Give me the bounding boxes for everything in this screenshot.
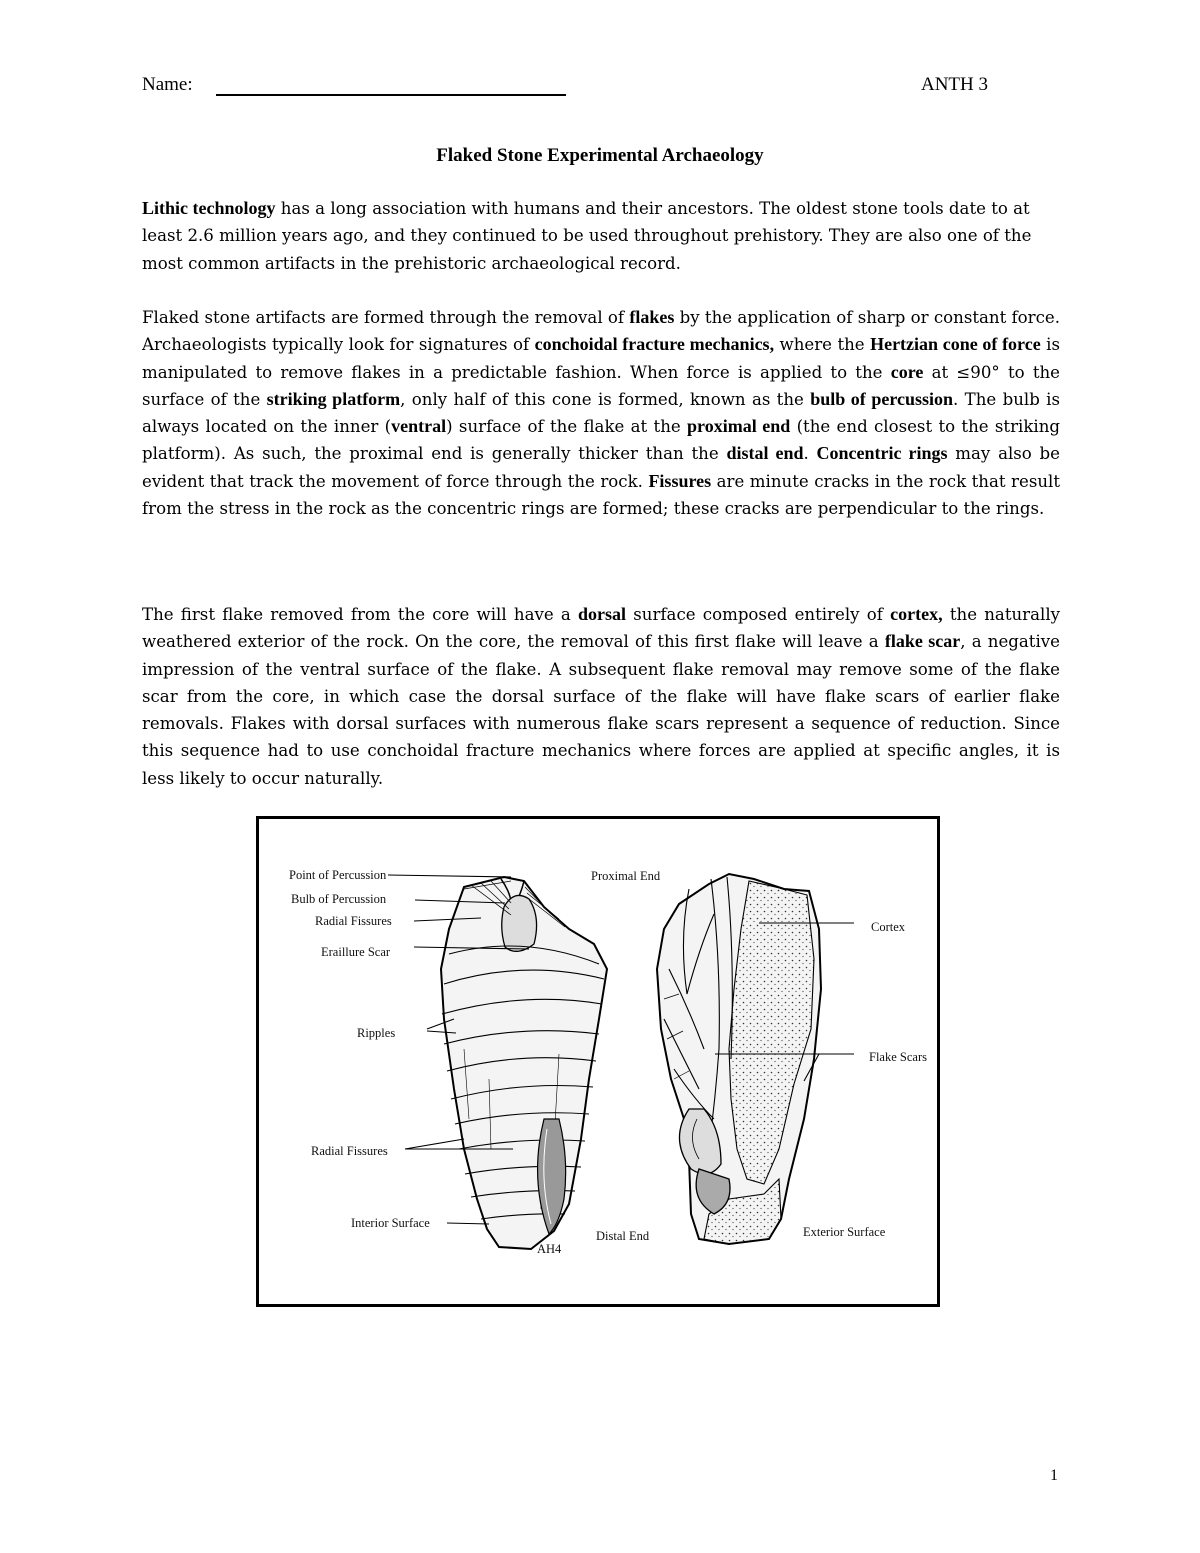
- term-flakes: flakes: [629, 307, 675, 327]
- label-eraillure-scar: Eraillure Scar: [321, 945, 391, 959]
- term-bulb-of-percussion: bulb of percussion: [810, 388, 954, 409]
- name-blank-line: [216, 94, 566, 96]
- term-lithic-technology: Lithic technology: [142, 198, 276, 218]
- term-flake-scar: flake scar: [884, 631, 961, 652]
- label-proximal-end: Proximal End: [591, 869, 661, 883]
- label-radial-fissures-bottom: Radial Fissures: [311, 1144, 388, 1158]
- page-number: 1: [1050, 1467, 1058, 1484]
- name-label: Name:: [142, 74, 193, 95]
- label-point-of-percussion: Point of Percussion: [289, 868, 387, 882]
- term-distal-end: distal end: [726, 443, 804, 464]
- label-cortex: Cortex: [871, 920, 906, 934]
- term-concentric-rings: Concentric rings: [816, 443, 948, 464]
- term-ventral: ventral: [391, 416, 447, 437]
- label-interior-surface: Interior Surface: [351, 1216, 430, 1230]
- label-flake-scars: Flake Scars: [869, 1050, 927, 1064]
- term-hertzian-cone: Hertzian cone of force: [870, 334, 1041, 355]
- term-cortex: cortex,: [890, 604, 943, 624]
- flake-illustration: [259, 819, 937, 1304]
- term-conchoidal-fracture: conchoidal fracture mechanics,: [534, 334, 775, 355]
- paragraph-lithic-technology: Lithic technology has a long association with humans and their ancestors. The oldest stone tools date to at least 2.6 million years ago, and they continued to be used throughout prehistory. They are also one of the most common artifacts in the prehistoric archaeological record.: [142, 198, 1032, 273]
- paragraph-flaked-stone: Flaked stone artifacts are formed through the removal of flakes by the application of sharp or constant force. Archaeologists typically look for signatures of conchoidal fracture mechanics, where the Hertzian cone of force is manipulated to remove flakes in a predictable fashion. When force is applied to the core at ≤90° to the surface of the striking platform, only half of this cone is formed, known as the bulb of percussion. The bulb is always located on the inner (ventral) surface of the flake at the proximal end (the end closest to the striking platform). As such, the proximal end is generally thicker than the distal end. Concentric rings may also be evident that track the movement of force through the rock. Fissures are minute cracks in the rock that result from the stress in the rock as the concentric rings are formed; these cracks are perpendicular to the rings.: [142, 307, 1061, 519]
- paragraph-first-flake: The first flake removed from the core will have a dorsal surface composed entirely of cortex, the naturally weathered exterior of the rock. On the core, the removal of this first flake will leave a flake scar, a negative impression of the ventral surface of the flake. A subsequent flake removal may remove some of the flake scar from the core, in which case the dorsal surface of the flake will have flake scars of earlier flake removals. Flakes with dorsal surfaces with numerous flake scars represent a sequence of reduction. Since this sequence had to use conchoidal fracture mechanics where forces are applied at specific angles, it is less likely to occur naturally.: [142, 604, 1060, 788]
- label-bulb-of-percussion: Bulb of Percussion: [291, 892, 387, 906]
- term-striking-platform: striking platform: [266, 388, 401, 409]
- artist-mark: AH4: [537, 1242, 562, 1256]
- label-exterior-surface: Exterior Surface: [803, 1225, 886, 1239]
- term-fissures: Fissures: [648, 470, 712, 491]
- dorsal-flake-drawing: [657, 874, 821, 1244]
- ventral-flake-drawing: [441, 877, 607, 1249]
- flake-diagram-figure: [256, 816, 940, 1307]
- label-radial-fissures-top: Radial Fissures: [315, 914, 392, 928]
- label-distal-end: Distal End: [596, 1229, 650, 1243]
- term-core: core: [890, 361, 924, 382]
- term-dorsal: dorsal: [578, 604, 627, 624]
- document-title: Flaked Stone Experimental Archaeology: [436, 145, 764, 166]
- page-header: [142, 74, 988, 102]
- course-code: ANTH 3: [920, 74, 988, 95]
- label-ripples: Ripples: [357, 1026, 396, 1040]
- term-proximal-end: proximal end: [687, 416, 791, 437]
